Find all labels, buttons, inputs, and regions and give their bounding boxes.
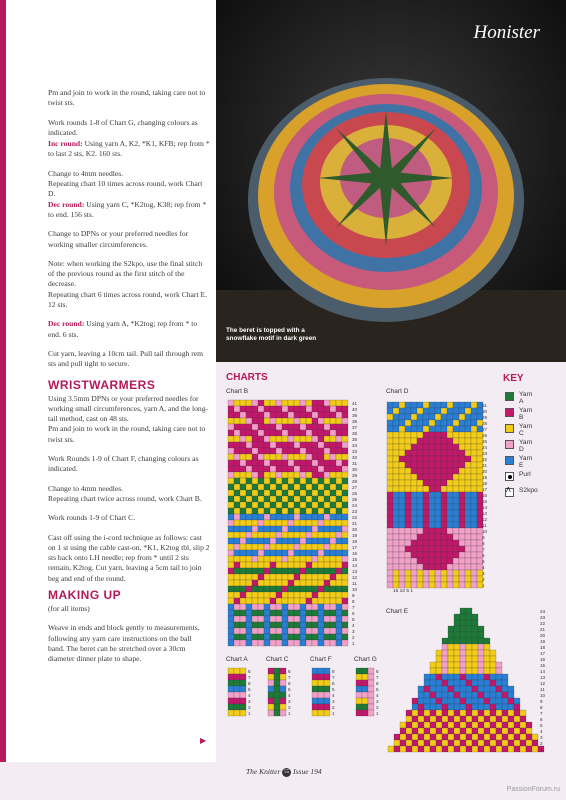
svg-text:15: 15 [540, 663, 546, 668]
svg-text:7: 7 [288, 675, 291, 680]
paragraph: Pm and join to work in the round, taking care not to twist sts. [48, 88, 206, 108]
svg-text:6: 6 [288, 681, 291, 686]
issue-number: Issue 194 [293, 767, 322, 776]
svg-text:19: 19 [352, 533, 358, 538]
svg-text:7: 7 [482, 547, 485, 552]
svg-text:3: 3 [288, 699, 291, 704]
snowflake-motif [318, 110, 454, 246]
svg-text:27: 27 [352, 485, 358, 490]
svg-text:33: 33 [352, 449, 358, 454]
svg-text:9: 9 [352, 593, 355, 598]
svg-text:3: 3 [248, 699, 251, 704]
svg-text:4: 4 [332, 693, 335, 698]
page-number: 55 [284, 769, 290, 775]
dec-round-label: Dec round: [48, 199, 85, 209]
paragraph: Cut yarn, leaving a 10cm tail. Pull tail through rem sts and pull tight to secure. [48, 348, 204, 369]
svg-text:2: 2 [288, 705, 291, 710]
svg-text:3: 3 [352, 629, 355, 634]
inc-round [48, 139, 210, 160]
svg-text:16: 16 [482, 493, 488, 498]
svg-text:15: 15 [482, 499, 488, 504]
svg-text:19: 19 [540, 639, 546, 644]
svg-text:11: 11 [482, 523, 487, 528]
svg-text:5: 5 [352, 617, 355, 622]
section-heading-making-up: MAKING UP [48, 587, 122, 602]
svg-text:37: 37 [352, 425, 358, 430]
svg-text:8: 8 [352, 599, 355, 604]
chart-f-grid-row-numbers [332, 669, 335, 716]
svg-text:21: 21 [482, 463, 488, 468]
paragraph [48, 484, 210, 505]
svg-text:28: 28 [352, 479, 358, 484]
svg-text:14: 14 [352, 563, 358, 568]
svg-text:27: 27 [482, 427, 488, 432]
chart-b-instruction: Repeating chart twice across round, work Chart B. [48, 493, 202, 503]
svg-text:29: 29 [352, 473, 358, 478]
key-swatch [505, 440, 514, 449]
svg-text:3: 3 [540, 735, 543, 740]
chart-c-grid-row-numbers [288, 669, 291, 716]
svg-text:6: 6 [376, 681, 379, 686]
svg-text:21: 21 [540, 627, 546, 632]
svg-text:4: 4 [482, 565, 485, 570]
svg-text:22: 22 [482, 457, 488, 462]
charts-heading: CHARTS [226, 372, 268, 383]
chart-d-label: Chart D [386, 388, 409, 395]
key-heading: KEY [503, 373, 524, 384]
svg-text:8: 8 [376, 669, 379, 674]
key-label: Yarn B [519, 407, 533, 421]
inc-round-label: Inc round: [48, 139, 83, 149]
svg-text:8: 8 [332, 669, 335, 674]
svg-text:17: 17 [352, 545, 358, 550]
svg-text:41: 41 [352, 401, 358, 406]
svg-text:4: 4 [288, 693, 291, 698]
svg-text:8: 8 [540, 705, 543, 710]
svg-text:12: 12 [352, 575, 358, 580]
svg-text:35: 35 [352, 437, 358, 442]
svg-text:40: 40 [352, 407, 358, 412]
svg-text:19: 19 [482, 475, 488, 480]
svg-text:25: 25 [482, 439, 488, 444]
chart-e-instruction: Repeating chart 6 times across round, work Chart E. 12 sts. [48, 289, 208, 310]
svg-text:1: 1 [332, 711, 335, 716]
svg-text:12: 12 [482, 517, 488, 522]
paragraph: Weave in ends and block gently to measurements, following any yarn care instructions on the ball band. The beret can be stretched over a 30cm diameter dinner plate to shape. [48, 623, 200, 664]
svg-text:13: 13 [352, 569, 358, 574]
svg-text:10: 10 [540, 693, 546, 698]
svg-text:8: 8 [482, 541, 485, 546]
key-swatch [505, 456, 514, 465]
svg-text:4: 4 [352, 623, 355, 628]
paragraph: Using 3.5mm DPNs or your preferred needles for working small circumferences, yarn A, and the long-tail method, cast on 48 sts. [48, 393, 209, 424]
svg-text:20: 20 [352, 527, 358, 532]
chart-e-label: Chart E [386, 608, 409, 615]
paragraph: Work rounds 1-8 of Chart G, changing colours as indicated. [48, 117, 198, 137]
paragraph [48, 259, 210, 310]
svg-text:13: 13 [540, 675, 546, 680]
svg-text:2: 2 [482, 577, 485, 582]
svg-text:8: 8 [288, 669, 291, 674]
svg-text:1: 1 [376, 711, 379, 716]
svg-text:23: 23 [540, 615, 546, 620]
note: Note: when working the S2kpo, use the final stitch of the previous round as the first stitch of the decrease. [48, 258, 203, 289]
key-label: Yarn C [519, 423, 533, 437]
chart-b-label: Chart B [226, 388, 249, 395]
svg-text:5: 5 [376, 687, 379, 692]
chart-g-grid [356, 668, 374, 716]
svg-text:30: 30 [352, 467, 358, 472]
inc-round-text: Using yarn A, K2, *K1, KFB; rep from * to last 2 sts, K2. 160 sts. [48, 139, 210, 159]
svg-text:24: 24 [540, 609, 546, 614]
key-swatch [505, 408, 514, 417]
watermark: PassionForum.ru [506, 786, 560, 793]
chart-a-label: Chart A [226, 656, 248, 663]
svg-text:1: 1 [288, 711, 291, 716]
svg-text:5: 5 [482, 559, 485, 564]
key-swatch: Λ [505, 488, 514, 497]
chart-g-grid-row-numbers [376, 669, 379, 716]
svg-text:21: 21 [352, 521, 358, 526]
svg-text:1: 1 [540, 747, 543, 752]
svg-text:22: 22 [352, 515, 358, 520]
svg-text:18: 18 [352, 539, 358, 544]
svg-text:26: 26 [482, 433, 488, 438]
key-label: Yarn E [519, 455, 533, 469]
chart-b-row-numbers [352, 401, 358, 646]
chart-d-row-numbers [482, 403, 488, 588]
svg-text:5: 5 [248, 687, 251, 692]
svg-text:4: 4 [540, 729, 543, 734]
svg-text:18: 18 [482, 481, 488, 486]
svg-text:7: 7 [352, 605, 355, 610]
section-subheading: (for all items) [48, 603, 90, 613]
svg-text:20: 20 [540, 633, 546, 638]
svg-text:9: 9 [482, 535, 485, 540]
needle-change: Change to 4mm needles. [48, 483, 124, 493]
svg-text:7: 7 [540, 711, 543, 716]
svg-text:16: 16 [352, 551, 358, 556]
svg-text:8: 8 [248, 669, 251, 674]
svg-text:24: 24 [482, 445, 488, 450]
svg-text:4: 4 [248, 693, 251, 698]
svg-text:5: 5 [332, 687, 335, 692]
chart-a-grid-row-numbers [248, 669, 251, 716]
svg-text:7: 7 [332, 675, 335, 680]
svg-text:31: 31 [352, 461, 358, 466]
svg-text:20: 20 [482, 469, 488, 474]
svg-text:6: 6 [540, 717, 543, 722]
continue-arrow-icon: ▶ [200, 736, 207, 745]
svg-text:2: 2 [540, 741, 543, 746]
svg-text:2: 2 [332, 705, 335, 710]
svg-text:24: 24 [352, 503, 358, 508]
svg-text:29: 29 [482, 415, 488, 420]
svg-text:18: 18 [540, 645, 546, 650]
svg-text:16: 16 [540, 657, 546, 662]
left-edge-stripe [0, 0, 6, 800]
paragraph: Pm and join to work in the round, taking care not to twist sts. [48, 424, 206, 444]
svg-text:1: 1 [248, 711, 251, 716]
section-heading-wristwarmers: WRISTWARMERS [48, 377, 156, 392]
chart-c-grid [268, 668, 286, 716]
chart-d-column-numbers: 15 10 5 1 [393, 589, 414, 594]
svg-text:1: 1 [482, 583, 485, 588]
svg-text:2: 2 [352, 635, 355, 640]
svg-text:3: 3 [482, 571, 485, 576]
svg-text:6: 6 [332, 681, 335, 686]
svg-text:34: 34 [352, 443, 358, 448]
svg-text:5: 5 [288, 687, 291, 692]
chart-d-grid [387, 402, 483, 588]
paragraph [48, 319, 210, 340]
chart-b-grid [228, 400, 348, 646]
chart-a-grid [228, 668, 246, 716]
svg-text:32: 32 [352, 455, 358, 460]
paragraph: Work Rounds 1-9 of Chart F, changing colours as indicated. [48, 454, 199, 474]
svg-text:12: 12 [540, 681, 546, 686]
svg-text:25: 25 [352, 497, 358, 502]
svg-text:7: 7 [376, 675, 379, 680]
svg-text:1: 1 [352, 641, 355, 646]
beret-photo [216, 0, 566, 362]
svg-text:23: 23 [352, 509, 358, 514]
svg-text:10: 10 [352, 587, 358, 592]
chart-f-grid [312, 668, 330, 716]
svg-text:11: 11 [540, 687, 545, 692]
paragraph: Cast off using the i-cord technique as follows: cast on 1 st using the cable cast-on, *K1, K2tog tbl, slip 2 sts back onto LH needle; rep from * until 2 sts remain, K2tog. Cut yarn, leaving a 5cm tail to join beg and end of the round. [48, 532, 210, 583]
svg-text:14: 14 [540, 669, 546, 674]
svg-text:6: 6 [482, 553, 485, 558]
dec-round-text: Using yarn A, *K2tog; rep from * to end. 6 sts. [48, 319, 198, 339]
svg-text:6: 6 [248, 681, 251, 686]
paragraph [48, 169, 210, 220]
svg-text:30: 30 [482, 409, 488, 414]
needle-change: Change to 4mm needles. [48, 168, 124, 178]
svg-text:26: 26 [352, 491, 358, 496]
chart-d-instruction: Repeating chart 10 times across round, work Chart D. [48, 179, 203, 199]
paragraph: Change to DPNs or your preferred needles for working smaller circumferences. [48, 229, 189, 249]
svg-text:6: 6 [352, 611, 355, 616]
chart-f-label: Chart F [310, 656, 332, 663]
chart-e-row-numbers [540, 609, 546, 752]
svg-text:5: 5 [540, 723, 543, 728]
svg-text:11: 11 [352, 581, 357, 586]
svg-text:10: 10 [482, 529, 488, 534]
svg-text:28: 28 [482, 421, 488, 426]
svg-text:14: 14 [482, 505, 488, 510]
dec-round-label: Dec round: [48, 319, 85, 329]
paragraph: Work rounds 1-9 of Chart C. [48, 513, 136, 523]
svg-text:15: 15 [352, 557, 358, 562]
key-label: S2kpo [519, 487, 538, 494]
svg-text:2: 2 [376, 705, 379, 710]
photo-caption: The beret is topped with a snowflake motif in dark green [226, 327, 317, 342]
pattern-text [48, 88, 210, 673]
key-swatch [505, 392, 514, 401]
svg-text:2: 2 [248, 705, 251, 710]
svg-text:39: 39 [352, 413, 358, 418]
beret-illustration [216, 0, 566, 362]
svg-text:17: 17 [540, 651, 546, 656]
svg-text:38: 38 [352, 419, 358, 424]
key-label: Purl [519, 471, 531, 478]
svg-text:3: 3 [332, 699, 335, 704]
key-swatch [505, 424, 514, 433]
svg-text:9: 9 [540, 699, 543, 704]
charts-panel [216, 362, 566, 800]
pattern-title: Honister [473, 22, 540, 43]
svg-text:36: 36 [352, 431, 358, 436]
svg-text:31: 31 [482, 403, 488, 408]
svg-text:3: 3 [376, 699, 379, 704]
svg-text:7: 7 [248, 675, 251, 680]
chart-c-label: Chart C [266, 656, 289, 663]
svg-text:22: 22 [540, 621, 546, 626]
key-label: Yarn A [519, 391, 533, 405]
key-label: Yarn D [519, 439, 533, 453]
dec-round-text: Using yarn C, *K2tog, K38; rep from * to end. 156 sts. [48, 199, 207, 219]
svg-text:4: 4 [376, 693, 379, 698]
chart-g-label: Chart G [354, 656, 377, 663]
footer-text [246, 767, 322, 777]
chart-e-grid [388, 608, 544, 752]
magazine-name: The Knitter [246, 767, 281, 776]
svg-text:13: 13 [482, 511, 488, 516]
svg-text:17: 17 [482, 487, 488, 492]
svg-text:23: 23 [482, 451, 488, 456]
key-swatch [505, 472, 514, 481]
